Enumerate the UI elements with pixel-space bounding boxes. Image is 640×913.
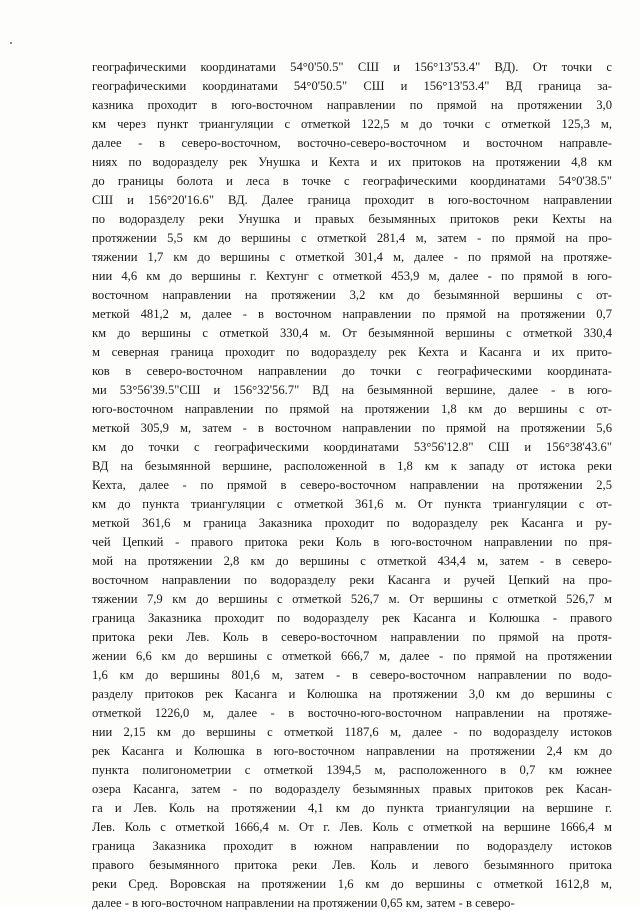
text-line: восточном направлении на протяжении 3,2 км до безымянной вершины с от- [92, 288, 612, 302]
text-line: казника проходит в юго-восточном направлении по прямой на протяжении 3,0 [92, 98, 612, 112]
text-line: меткой 305,9 м, затем - в восточном направлении по прямой на протяжении 5,6 [92, 421, 612, 435]
text-line: пункта полигонометрии с отметкой 1394,5 м, расположенного в 0,7 км южнее [92, 763, 612, 777]
text-line: ВД на безымянной вершине, расположенной в 1,8 км к западу от истока реки [92, 459, 612, 473]
text-line: жении 6,6 км до вершины с отметкой 666,7 м, далее - по прямой на протяжении [92, 649, 612, 663]
text-line: ниях по водоразделу рек Унушка и Кехта и их притоков на протяжении 4,8 км [92, 155, 612, 169]
text-line: Лев. Коль с отметкой 1666,4 м. От г. Лев. Коль с отметкой на вершине 1666,4 м [92, 820, 612, 834]
text-line: юго-восточном направлении по прямой на протяжении 1,8 км до вершины с от- [92, 402, 612, 416]
text-line: м северная граница проходит по водоразделу рек Кехта и Касанга и их прито- [92, 345, 612, 359]
text-line: реки Сред. Воровская на протяжении 1,6 км до вершины с отметкой 1612,8 м, [92, 877, 612, 891]
text-line: Кехта, далее - по прямой в северо-восточном направлении на протяжении 2,5 [92, 478, 612, 492]
text-line: до границы болота и леса в точке с географическими координатами 54°0'38.5" [92, 174, 612, 188]
text-line: км до вершины с отметкой 330,4 м. От безымянной вершины с отметкой 330,4 [92, 326, 612, 340]
document-body-text [92, 58, 612, 913]
text-line: далее - в юго-восточном направлении на протяжении 0,65 км, затем - в северо- [92, 896, 515, 910]
text-line: мой на протяжении 2,8 км до вершины с отметкой 434,4 м, затем - в северо- [92, 554, 612, 568]
text-line: по водоразделу реки Унушка и правых безымянных притоков реки Кехты на [92, 212, 612, 226]
text-line: тяжении 1,7 км до вершины с отметкой 301,4 м, далее - по прямой на протяже- [92, 250, 612, 264]
text-line: разделу притоков рек Касанга и Колюшка на протяжении 3,0 км до вершины с [92, 687, 612, 701]
text-line: далее - в северо-восточном, восточно-северо-восточном и восточном направле- [92, 136, 612, 150]
text-line: тяжении 7,9 км до вершины с отметкой 526,7 м. От вершины с отметкой 526,7 м [92, 592, 612, 606]
text-line: км через пункт триангуляции с отметкой 122,5 м до точки с отметкой 125,3 м, [92, 117, 612, 131]
text-line: га и Лев. Коль на протяжении 4,1 км до пункта триангуляции на вершине г. [92, 801, 612, 815]
text-line: км до точки с географическими координатами 53°56'12.8" СШ и 156°38'43.6" [92, 440, 612, 454]
text-line: притока реки Лев. Коль в северо-восточном направлении по прямой на протя- [92, 630, 612, 644]
text-line: км до пункта триангуляции с отметкой 361,6 м. От пункта триангуляции с от- [92, 497, 612, 511]
text-line: нии 4,6 км до вершины г. Кехтунг с отметкой 453,9 м, далее - по прямой в юго- [92, 269, 612, 283]
text-line: 1,6 км до вершины 801,6 м, затем - в северо-восточном направлении по водо- [92, 668, 612, 682]
text-line: ми 53°56'39.5"СШ и 156°32'56.7" ВД на безымянной вершине, далее - в юго- [92, 383, 612, 397]
text-line: ков в северо-восточном направлении до точки с географическими координата- [92, 364, 612, 378]
text-line: протяжении 5,5 км до вершины с отметкой 281,4 м, затем - по прямой на про- [92, 231, 612, 245]
text-line: озера Касанга, затем - по водоразделу безымянных правых притоков рек Касан- [92, 782, 612, 796]
scan-speck [10, 42, 12, 44]
text-line: меткой 481,2 м, далее - в восточном направлении по прямой на протяжении 0,7 [92, 307, 612, 321]
text-line: СШ и 156°20'16.6" ВД. Далее граница проходит в юго-восточном направлении [92, 193, 612, 207]
text-line: отметкой 1226,0 м, далее - в восточно-юго-восточном направлении на протяже- [92, 706, 612, 720]
text-line: граница Заказника проходит по водоразделу рек Касанга и Колюшка - правого [92, 611, 612, 625]
text-line: граница Заказника проходит в южном направлении по водоразделу истоков [92, 839, 612, 853]
text-line: нии 2,15 км до вершины с отметкой 1187,6 м, далее - по водоразделу истоков [92, 725, 612, 739]
text-line: географическими координатами 54°0'50.5" СШ и 156°13'53.4" ВД граница за- [92, 79, 612, 93]
text-line: правого безымянного притока реки Лев. Коль и левого безымянного притока [92, 858, 612, 872]
text-line: рек Касанга и Колюшка в юго-восточном направлении на протяжении 2,4 км до [92, 744, 612, 758]
text-line: географическими координатами 54°0'50.5" СШ и 156°13'53.4" ВД). От точки с [92, 60, 612, 74]
text-line: меткой 361,6 м граница Заказника проходит по водоразделу рек Касанга и ру- [92, 516, 612, 530]
text-line: восточном направлении по водоразделу реки Касанга и ручей Цепкий на про- [92, 573, 612, 587]
text-line: чей Цепкий - правого притока реки Коль в юго-восточном направлении по пря- [92, 535, 612, 549]
